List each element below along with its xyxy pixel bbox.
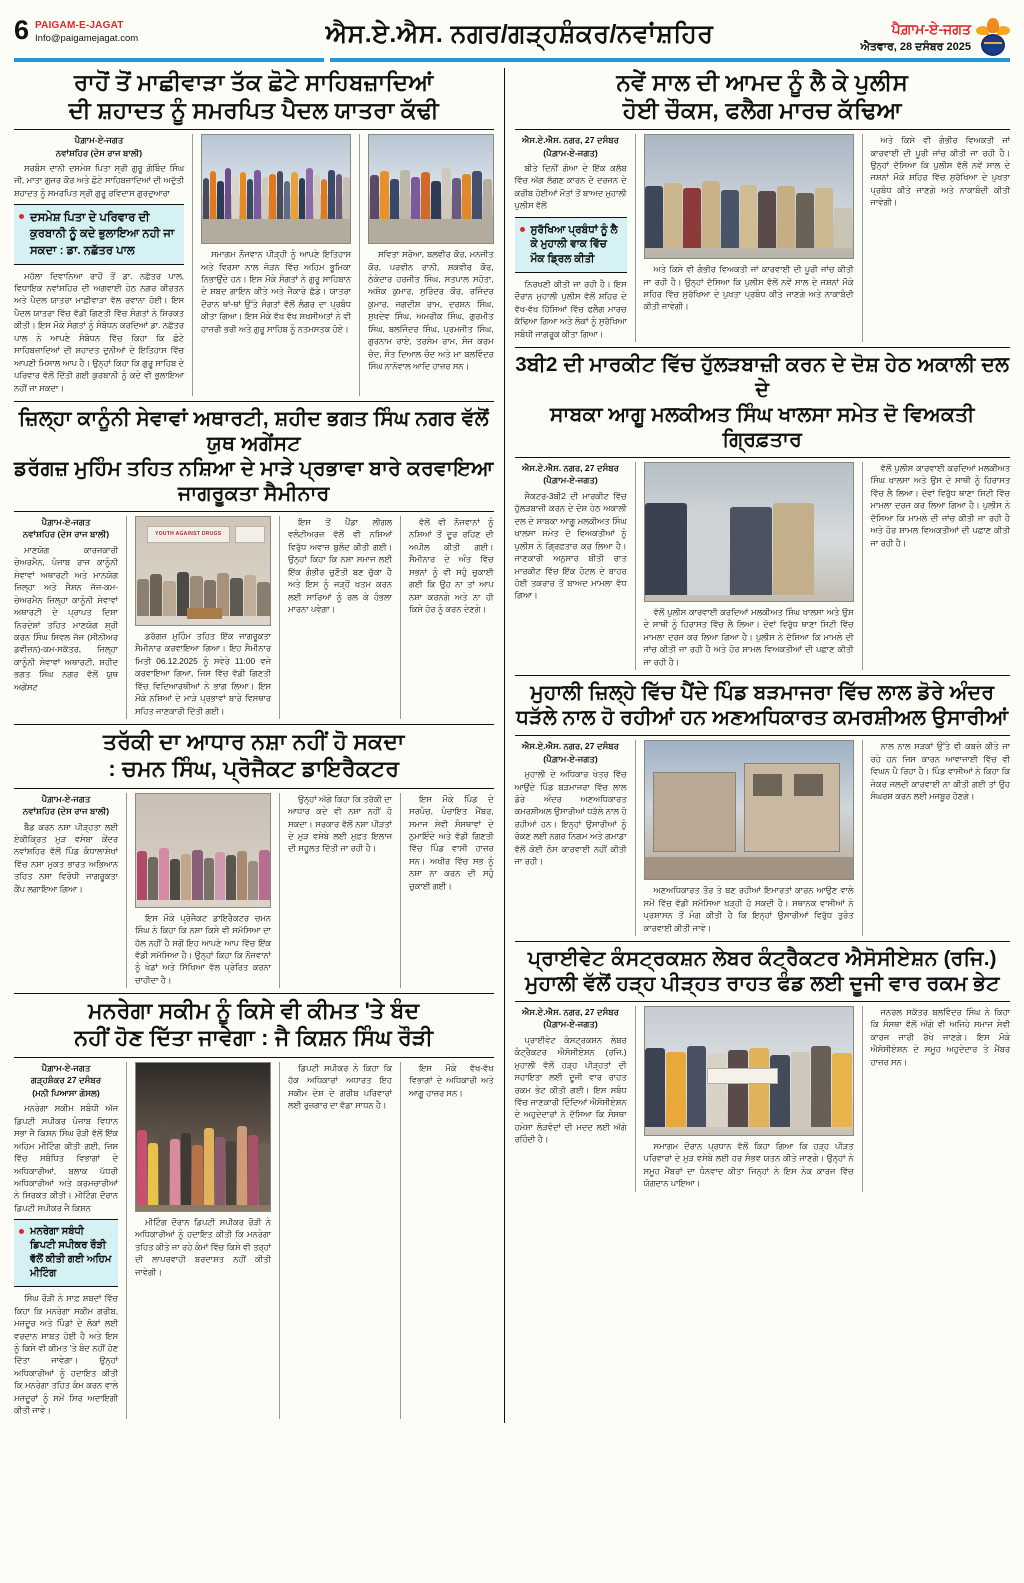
byline-line-1: ਪੈਗ਼ਾਮ-ਏ-ਜਗਤ	[41, 516, 91, 527]
byline-line-2: ਨਵਾਂਸ਼ਹਿਰ (ਦੇਸ ਰਾਜ ਬਾਲੀ)	[55, 147, 143, 158]
callout-box	[515, 217, 627, 273]
article-col-2: ਇਸ ਮੌਕੇ ਪ੍ਰੋਜੈਕਟ ਡਾਇਰੈਕਟਰ ਚਮਨ ਸਿੰਘ ਨੇ ਕਿਹਾ ਕਿ ਨਸ਼ਾ ਕਿਸੇ ਵੀ ਸਮੱਸਿਆ ਦਾ ਹੱਲ ਨਹੀਂ ਹੈ ਸਗੋਂ ਇਹ ਆਪਣੇ ਆਪ ਵਿੱਚ ਇੱਕ ਵੱਡੀ ਸਮੱਸਿਆ ਹੈ। ਉਨ੍ਹਾਂ ਕਿਹਾ ਕਿ ਨੌਜਵਾਨਾਂ ਨੂੰ ਖੇਡਾਂ ਅਤੇ ਸਿੱਖਿਆ ਵੱਲ ਪ੍ਰੇਰਿਤ ਕਰਨਾ ਚਾਹੀਦਾ ਹੈ।	[135, 912, 271, 985]
article-intro: ਸਰਬੰਸ ਦਾਨੀ ਦਸਮੇਸ਼ ਪਿਤਾ ਸ੍ਰੀ ਗੁਰੂ ਗੋਬਿੰਦ ਸਿੰਘ ਜੀ, ਮਾਤਾ ਗੁਜਰ ਕੌਰ ਅਤੇ ਛੋਟੇ ਸਾਹਿਬਜ਼ਾਦਿਆਂ ਦੀ ਅਦੁੱਤੀ ਸ਼ਹਾਦਤ ਨੂੰ ਸਮਰਪਿਤ ਸ੍ਰੀ ਗੁਰੂ ਰਵਿਦਾਸ ਗੁਰਦੁਆਰਾ	[14, 163, 184, 198]
byline-line-2: ਗੜ੍ਹਸ਼ੰਕਰ 27 ਦਸੰਬਰ	[30, 1075, 102, 1086]
page-number: 6	[14, 15, 30, 45]
masthead-right	[775, 18, 1010, 58]
callout-text: ਦਸਮੇਸ਼ ਪਿਤਾ ਦੇ ਪਰਿਵਾਰ ਦੀ ਕੁਰਬਾਨੀ ਨੂੰ ਕਦੇ ਭੁਲਾਇਆ ਨਹੀ ਜਾ ਸਕਦਾ : ਡਾ. ਨਛੱਤਰ ਪਾਲ	[30, 212, 175, 257]
headline-line-1: ਮਨਰੇਗਾ ਸਕੀਮ ਨੂੰ ਕਿਸੇ ਵੀ ਕੀਮਤ 'ਤੇ ਬੰਦ	[88, 998, 420, 1024]
dateline-line-1: ਐਸ.ਏ.ਐਸ. ਨਗਰ, 27 ਦਸੰਬਰ	[522, 1006, 619, 1017]
brand-block	[35, 18, 138, 44]
article-relief-fund	[515, 946, 1011, 1192]
callout-text: ਮਨਰੇਗਾ ਸਬੰਧੀ ਡਿਪਟੀ ਸਪੀਕਰ ਰੌੜੀ ਵੱਲੋਂ ਕੀਤੀ ਗਈ ਅਹਿਮ ਮੀਟਿੰਗ	[30, 1226, 112, 1280]
dateline-line-1: ਐਸ.ਏ.ਐਸ. ਨਗਰ, 27 ਦਸੰਬਰ	[522, 135, 619, 146]
headline-line-1: 3ਬੀ2 ਦੀ ਮਾਰਕੀਟ ਵਿੱਚ ਹੁੱਲੜਬਾਜ਼ੀ ਕਰਨ ਦੇ ਦੋਸ਼ ਹੇਠ ਅਕਾਲੀ ਦਲ ਦੇ	[515, 353, 1010, 401]
article-unauthorised-construction	[515, 680, 1011, 936]
article-col-2b: ਵੱਲੋਂ ਪੁਲੀਸ ਕਾਰਵਾਈ ਕਰਦਿਆਂ ਮਲਕੀਅਤ ਸਿੰਘ ਖਾਲਸਾ ਅਤੇ ਉਸ ਦੇ ਸਾਥੀ ਨੂੰ ਹਿਰਾਸਤ ਵਿੱਚ ਲੈ ਲਿਆ। ਦੋਵਾਂ ਵਿਰੁੱਧ ਥਾਣਾ ਸਿਟੀ ਵਿੱਚ ਮਾਮਲਾ ਦਰਜ ਕਰ ਲਿਆ ਗਿਆ ਹੈ। ਪੁਲੀਸ ਨੇ ਦੱਸਿਆ ਕਿ ਮਾਮਲੇ ਦੀ ਜਾਂਚ ਕੀਤੀ ਜਾ ਰਹੀ ਹੈ ਅਤੇ ਹੋਰ ਸ਼ਾਮਲ ਵਿਅਕਤੀਆਂ ਦੀ ਪਛਾਣ ਕੀਤੀ ਜਾ ਰਹੀ ਹੈ।	[870, 463, 1011, 548]
callout-box	[14, 1219, 118, 1287]
headline-line-2: ਡਰੱਗਜ਼ ਮੁਹਿੰਮ ਤਹਿਤ ਨਸ਼ਿਆ ਦੇ ਮਾੜੇ ਪ੍ਰਭਾਵਾ ਬਾਰੇ ਕਰਵਾਇਆ ਜਾਗਰੂਕਤਾ ਸੈਮੀਨਾਰ	[14, 456, 494, 505]
masthead	[14, 0, 1010, 56]
unauthorised-construction-photo	[644, 740, 854, 880]
article-col-2b: ਅਤੇ ਕਿਸੇ ਵੀ ਗੰਭੀਰ ਵਿਅਕਤੀ ਜਾਂ ਕਾਰਵਾਈ ਦੀ ਪੂਰੀ ਜਾਂਚ ਕੀਤੀ ਜਾ ਰਹੀ ਹੈ। ਉਨ੍ਹਾਂ ਦੱਸਿਆ ਕਿ ਪੁਲੀਸ ਵੱਲੋਂ ਨਵੇਂ ਸਾਲ ਦੇ ਜਸ਼ਨਾਂ ਮੌਕੇ ਸ਼ਹਿਰ ਵਿੱਚ ਸੁਰੱਖਿਆ ਦੇ ਪੁਖਤਾ ਪ੍ਰਬੰਧ ਕੀਤੇ ਜਾਣਗੇ ਅਤੇ ਨਾਕਾਬੰਦੀ ਕੀਤੀ ਜਾਵੇਗੀ।	[870, 135, 1011, 208]
byline-line-1: ਪੈਗ਼ਾਮ-ਏ-ਜਗਤ	[41, 793, 91, 804]
byline-line-3: (ਮਨੀ ਪਿਆਸਾ ਗੋਸਲ)	[32, 1087, 100, 1098]
callout-text: ਸੁਰੱਖਿਆ ਪ੍ਰਬੰਧਾਂ ਨੂੰ ਲੈ ਕੇ ਮੁਹਾਲੀ ਵਾਕ ਵਿੱਚ ਮੌਕ ਡ੍ਰਿਲ ਕੀਤੀ	[530, 223, 618, 266]
article-col-1: ਸਿੰਘ ਰੌੜੀ ਨੇ ਸਾਫ਼ ਸ਼ਬਦਾਂ ਵਿੱਚ ਕਿਹਾ ਕਿ ਮਨਰੇਗਾ ਸਕੀਮ ਗਰੀਬ, ਮਜ਼ਦੂਰ ਅਤੇ ਪਿੰਡਾਂ ਦੇ ਲੋਕਾਂ ਲਈ ਵਰਦਾਨ ਸਾਬਤ ਹੋਈ ਹੈ ਅਤੇ ਇਸ ਨੂੰ ਕਿਸੇ ਵੀ ਕੀਮਤ 'ਤੇ ਬੰਦ ਨਹੀਂ ਹੋਣ ਦਿੱਤਾ ਜਾਵੇਗਾ। ਉਨ੍ਹਾਂ ਅਧਿਕਾਰੀਆਂ ਨੂੰ ਹਦਾਇਤ ਕੀਤੀ ਕਿ ਮਨਰੇਗਾ ਤਹਿਤ ਕੰਮ ਕਰਨ ਵਾਲੇ ਮਜ਼ਦੂਰਾਂ ਨੂੰ ਸਮੇਂ ਸਿਰ ਅਦਾਇਗੀ ਕੀਤੀ ਜਾਵੇ।	[14, 1293, 118, 1416]
article-col-1: ਮਾਣਯੋਗ ਕਾਰਜਕਾਰੀ ਚੇਅਰਮੈਨ, ਪੰਜਾਬ ਰਾਜ ਕਾਨੂੰਨੀ ਸੇਵਾਵਾਂ ਅਥਾਰਟੀ ਅਤੇ ਮਾਨਯੋਗ ਜ਼ਿਲ੍ਹਾ ਅਤੇ ਸੈਸ਼ਨ ਜੱਜ-ਕਮ-ਚੇਅਰਮੈਨ ਜ਼ਿਲ੍ਹਾ ਕਾਨੂੰਨੀ ਸੇਵਾਵਾਂ ਅਥਾਰਟੀ ਦੇ ਪ੍ਰਾਪਤ ਦਿਸ਼ਾ ਨਿਰਦੇਸ਼ਾਂ ਤਹਿਤ ਮਾਣਯੋਗ ਸ਼੍ਰੀ ਕਰਨ ਸਿੰਘ ਸਿਵਲ ਜੱਜ (ਸੀਨੀਅਰ ਡਵੀਜ਼ਨ)-ਕਮ-ਸਕੱਤਰ, ਜ਼ਿਲ੍ਹਾ ਕਾਨੂੰਨੀ ਸੇਵਾਵਾਂ ਅਥਾਰਟੀ, ਸ਼ਹੀਦ ਭਗਤ ਸਿੰਘ ਨਗਰ ਵੱਲੋਂ ਯੁਥ ਅਗੇਂਸਟ	[14, 544, 118, 692]
article-col-3: ਉਨ੍ਹਾਂ ਅੱਗੇ ਕਿਹਾ ਕਿ ਤਰੱਕੀ ਦਾ ਆਧਾਰ ਕਦੇ ਵੀ ਨਸ਼ਾ ਨਹੀਂ ਹੋ ਸਕਦਾ। ਸਰਕਾਰ ਵੱਲੋਂ ਨਸ਼ਾ ਪੀੜਤਾਂ ਦੇ ਮੁੜ ਵਸੇਬੇ ਲਈ ਮੁਫ਼ਤ ਇਲਾਜ ਦੀ ਸਹੂਲਤ ਦਿੱਤੀ ਜਾ ਰਹੀ ਹੈ।	[288, 793, 392, 854]
dateline-line-2: (ਪੈਗ਼ਾਮ-ਏ-ਜਗਤ)	[543, 1019, 598, 1030]
article-youth-against-drugs	[14, 406, 494, 719]
edition-title: ਐਸ.ਏ.ਐਸ. ਨਗਰ/ਗੜ੍ਹਸ਼ੰਕਰ/ਨਵਾਂਸ਼ਹਿਰ	[325, 20, 714, 48]
headline-line-1: ਰਾਹੋਂ ਤੋਂ ਮਾਛੀਵਾੜਾ ਤੱਕ ਛੋਟੇ ਸਾਹਿਬਜ਼ਾਦਿਆਂ	[73, 69, 434, 95]
article-manrega	[14, 998, 494, 1418]
article-col-2: ਅਤੇ ਕਿਸੇ ਵੀ ਗੰਭੀਰ ਵਿਅਕਤੀ ਜਾਂ ਕਾਰਵਾਈ ਦੀ ਪੂਰੀ ਜਾਂਚ ਕੀਤੀ ਜਾ ਰਹੀ ਹੈ। ਉਨ੍ਹਾਂ ਦੱਸਿਆ ਕਿ ਪੁਲੀਸ ਵੱਲੋਂ ਨਵੇਂ ਸਾਲ ਦੇ ਜਸ਼ਨਾਂ ਮੌਕੇ ਸ਼ਹਿਰ ਵਿੱਚ ਸੁਰੱਖਿਆ ਦੇ ਪੁਖਤਾ ਪ੍ਰਬੰਧ ਕੀਤੇ ਜਾਣਗੇ ਅਤੇ ਨਾਕਾਬੰਦੀ ਕੀਤੀ ਜਾਵੇਗੀ।	[643, 264, 854, 312]
article-col-2: ਮੀਟਿੰਗ ਦੌਰਾਨ ਡਿਪਟੀ ਸਪੀਕਰ ਰੌੜੀ ਨੇ ਅਧਿਕਾਰੀਆਂ ਨੂੰ ਹਦਾਇਤ ਕੀਤੀ ਕਿ ਮਨਰੇਗਾ ਤਹਿਤ ਕੀਤੇ ਜਾ ਰਹੇ ਕੰਮਾਂ ਵਿੱਚ ਕਿਸੇ ਵੀ ਤਰ੍ਹਾਂ ਦੀ ਲਾਪਰਵਾਹੀ ਬਰਦਾਸ਼ਤ ਨਹੀਂ ਕੀਤੀ ਜਾਵੇਗੀ।	[135, 1216, 271, 1277]
headline-line-2: ਧੜੱਲੇ ਨਾਲ ਹੋ ਰਹੀਆਂ ਹਨ ਅਣਅਧਿਕਾਰਤ ਕਮਰਸ਼ੀਅਲ ਉਸਾਰੀਆਂ	[516, 706, 1009, 730]
anti-drug-awareness-camp-photo	[135, 793, 271, 908]
headline-line-2: ਮੁਹਾਲੀ ਵੱਲੋਂ ਹੜ੍ਹ ਪੀੜ੍ਹਤ ਰਾਹਤ ਫੰਡ ਲਈ ਦੂਜੀ ਵਾਰ ਰਕਮ ਭੇਟ	[524, 971, 1000, 995]
dateline-line-2: (ਪੈਗ਼ਾਮ-ਏ-ਜਗਤ)	[543, 147, 598, 158]
article-col-4: ਇਸ ਮੌਕੇ ਪਿੰਡ ਦੇ ਸਰਪੰਚ, ਪੰਚਾਇਤ ਮੈਂਬਰ, ਸਮਾਜ ਸੇਵੀ ਸੰਸਥਾਵਾਂ ਦੇ ਨੁਮਾਇੰਦੇ ਅਤੇ ਵੱਡੀ ਗਿਣਤੀ ਵਿੱਚ ਪਿੰਡ ਵਾਸੀ ਹਾਜ਼ਰ ਸਨ। ਅਖੀਰ ਵਿੱਚ ਸਭ ਨੂੰ ਨਸ਼ਾ ਨਾ ਕਰਨ ਦੀ ਸਹੁੰ ਚੁਕਾਈ ਗਈ।	[409, 793, 494, 891]
relief-fund-cheque-presentation-photo	[644, 1006, 854, 1136]
headline-line-2: ਦੀ ਸ਼ਹਾਦਤ ਨੂੰ ਸਮਰਪਿਤ ਪੈਦਲ ਯਾਤਰਾ ਕੱਢੀ	[68, 97, 439, 124]
pedal-yatra-procession-photo	[201, 134, 351, 244]
article-col-3: ਸਵਿਤਾ ਸਰੋਆ, ਬਲਵੀਰ ਕੌਰ, ਮਨਜੀਤ ਕੌਰ, ਪਰਵੀਨ ਰਾਨੀ, ਸ਼ਕਵੀਰ ਕੌਰ, ਠੇਕੇਦਾਰ ਹਰਜੀਤ ਸਿੰਘ, ਸਤਪਾਲ ਸਹੋਤਾ, ਅਸ਼ੋਕ ਕੁਮਾਰ, ਸੁਰਿੰਦਰ ਕੌਰ, ਰਜਿੰਦਰ ਕੁਮਾਰ, ਜਗਦੀਸ਼ ਰਾਮ, ਦਰਸ਼ਨ ਸਿੰਘ, ਸੁਖਦੇਵ ਸਿੰਘ, ਅਮਰੀਕ ਸਿੰਘ, ਗੁਰਮੀਤ ਸਿੰਘ, ਬਲਜਿੰਦਰ ਸਿੰਘ, ਪ੍ਰਮਜੀਤ ਸਿੰਘ, ਗੁਰਨਾਮ ਰਾਏ, ਤਰਸੇਮ ਰਾਮ, ਸੰਜ ਕਰਮ ਚੰਦ, ਸੰਤ ਦਿਆਲ ਚੰਦ ਅਤੇ ਮਾ ਬਲਵਿੰਦਰ ਸਿੰਘ ਨਾਨੋਵਾਲ ਆਦਿ ਹਾਜ਼ਰ ਸਨ।	[368, 249, 494, 372]
article-anti-drug-camp	[14, 729, 494, 988]
headline-line-1: ਜ਼ਿਲ੍ਹਾ ਕਾਨੂੰਨੀ ਸੇਵਾਵਾਂ ਅਥਾਰਟੀ, ਸ਼ਹੀਦ ਭਗਤ ਸਿੰਘ ਨਗਰ ਵੱਲੋਂ ਯੁਥ ਅਗੇਂਸਟ	[18, 406, 489, 455]
headline-line-2: ਨਹੀਂ ਹੋਣ ਦਿੱਤਾ ਜਾਵੇਗਾ : ਜੈ ਕਿਸ਼ਨ ਸਿੰਘ ਰੌੜੀ	[74, 1025, 434, 1051]
article-col-4: ਵੱਲੋਂ ਵੀ ਨੌਜਵਾਨਾਂ ਨੂੰ ਨਸ਼ਿਆਂ ਤੋਂ ਦੂਰ ਰਹਿਣ ਦੀ ਅਪੀਲ ਕੀਤੀ ਗਈ। ਸੈਮੀਨਾਰ ਦੇ ਅੰਤ ਵਿੱਚ ਸਭਨਾਂ ਨੂੰ ਵੀ ਸਹੁੰ ਚੁਕਾਈ ਗਈ ਕਿ ਉਹ ਨਾ ਤਾਂ ਆਪ ਨਸ਼ਾ ਕਰਨਗੇ ਅਤੇ ਨਾ ਹੀ ਕਿਸੇ ਹੋਰ ਨੂੰ ਕਰਨ ਦੇਣਗੇ।	[409, 516, 494, 615]
youth-against-drugs-seminar-photo	[135, 516, 271, 626]
headline-line-2: ਹੋਈ ਚੌਕਸ, ਫਲੈਗ ਮਾਰਚ ਕੱਢਿਆ	[622, 97, 902, 124]
police-flag-march-photo	[644, 134, 854, 259]
article-col-1: ਸੈਕਟਰ-3ਬੀ2 ਦੀ ਮਾਰਕੀਟ ਵਿੱਚ ਹੁੱਲੜਬਾਜ਼ੀ ਕਰਨ ਦੇ ਦੋਸ਼ ਹੇਠ ਅਕਾਲੀ ਦਲ ਦੇ ਸਾਬਕਾ ਆਗੂ ਮਲਕੀਅਤ ਸਿੰਘ ਖਾਲਸਾ ਸਮੇਤ ਦੋ ਵਿਅਕਤੀਆਂ ਨੂੰ ਪੁਲੀਸ ਨੇ ਗ੍ਰਿਫ਼ਤਾਰ ਕਰ ਲਿਆ ਹੈ। ਜਾਣਕਾਰੀ ਅਨੁਸਾਰ ਬੀਤੀ ਰਾਤ ਮਾਰਕੀਟ ਵਿੱਚ ਇੱਕ ਹੋਟਲ ਦੇ ਬਾਹਰ ਹੋਈ ਤਕਰਾਰ ਤੋਂ ਬਾਅਦ ਮਾਮਲਾ ਵੱਧ ਗਿਆ।	[514, 490, 627, 601]
police-arrest-escort-photo	[644, 462, 854, 602]
pedal-yatra-photo-right	[368, 134, 494, 244]
article-col-2: ਸਮਾਗਮ ਨੌਜਵਾਨ ਪੀੜ੍ਹੀ ਨੂੰ ਆਪਣੇ ਇਤਿਹਾਸ ਅਤੇ ਵਿਰਸਾ ਨਾਲ ਜੋੜਨ ਵਿੱਚ ਅਹਿਮ ਭੂਮਿਕਾ ਨਿਭਾਉਂਦੇ ਹਨ। ਇਸ ਮੌਕੇ ਸੰਗਤਾਂ ਨੇ ਗੁਰੂ ਸਾਹਿਬਾਨ ਦੇ ਸ਼ਬਦ ਗਾਇਨ ਕੀਤੇ ਅਤੇ ਜੈਕਾਰੇ ਛੱਡੇ। ਯਾਤਰਾ ਦੌਰਾਨ ਥਾਂ-ਥਾਂ ਉੱਤੇ ਸੰਗਤਾਂ ਵੱਲੋਂ ਲੰਗਰ ਦਾ ਪ੍ਰਬੰਧ ਕੀਤਾ ਗਿਆ। ਇਸ ਮੌਕੇ ਵੱਖ ਵੱਖ ਸ਼ਖਸੀਅਤਾਂ ਨੇ ਵੀ ਹਾਜ਼ਰੀ ਭਰੀ ਅਤੇ ਗੁਰੂ ਸਾਹਿਬ ਨੂੰ ਨਤਮਸਤਕ ਹੋਏ।	[201, 249, 351, 334]
byline-line-2: ਨਵਾਂਸ਼ਹਿਰ (ਦੇਸ ਰਾਜ ਬਾਲੀ)	[22, 529, 110, 540]
article-col-4: ਇਸ ਮੌਕੇ ਵੱਖ-ਵੱਖ ਵਿਭਾਗਾਂ ਦੇ ਅਧਿਕਾਰੀ ਅਤੇ ਆਗੂ ਹਾਜ਼ਰ ਸਨ।	[409, 1062, 494, 1098]
byline-line-1: ਪੈਗ਼ਾਮ-ਏ-ਜਗਤ	[74, 135, 124, 146]
callout-box	[14, 204, 184, 264]
article-col-1: ਪ੍ਰਾਈਵੇਟ ਕੰਸਟ੍ਰਕਸ਼ਨ ਲੇਬਰ ਕੰਟ੍ਰੈਕਟਰ ਐਸੋਸੀਏਸ਼ਨ (ਰਜਿ.) ਮੁਹਾਲੀ ਵੱਲੋਂ ਹੜ੍ਹ ਪੀੜ੍ਹਤਾਂ ਦੀ ਸਹਾਇਤਾ ਲਈ ਦੂਜੀ ਵਾਰ ਰਾਹਤ ਰਕਮ ਭੇਟ ਕੀਤੀ ਗਈ। ਇਸ ਸਬੰਧ ਵਿੱਚ ਜਾਣਕਾਰੀ ਦਿੰਦਿਆਂ ਐਸੋਸੀਏਸ਼ਨ ਦੇ ਅਹੁਦੇਦਾਰਾਂ ਨੇ ਦੱਸਿਆ ਕਿ ਸੰਸਥਾ ਹਮੇਸ਼ਾ ਲੋੜਵੰਦਾਂ ਦੀ ਮਦਦ ਲਈ ਅੱਗੇ ਰਹਿੰਦੀ ਹੈ।	[514, 1034, 627, 1145]
brand-email: Info@paigamejagat.com	[35, 32, 139, 44]
article-intro: ਮਨਰੇਗਾ ਸਕੀਮ ਸਬੰਧੀ ਅੱਜ ਡਿਪਟੀ ਸਪੀਕਰ ਪੰਜਾਬ ਵਿਧਾਨ ਸਭਾ ਜੈ ਕਿਸ਼ਨ ਸਿੰਘ ਰੌੜੀ ਵੱਲੋਂ ਇੱਕ ਅਹਿਮ ਮੀਟਿੰਗ ਕੀਤੀ ਗਈ, ਜਿਸ ਵਿੱਚ ਸਬੰਧਿਤ ਵਿਭਾਗਾਂ ਦੇ ਅਧਿਕਾਰੀਆਂ, ਬਲਾਕ ਪੱਧਰੀ ਅਧਿਕਾਰੀਆਂ ਅਤੇ ਕਰਮਚਾਰੀਆਂ ਨੇ ਸ਼ਿਰਕਤ ਕੀਤੀ। ਮੀਟਿੰਗ ਦੌਰਾਨ ਡਿਪਟੀ ਸਪੀਕਰ ਜੈ ਕਿਸ਼ਨ	[14, 1103, 118, 1213]
article-police-flag-march	[515, 68, 1011, 342]
article-col-1: ਮਹੱਲਾ ਦਿਵਾਨਿਆ ਰਾਹੋਂ ਤੋਂ ਡਾ. ਨਛੱਤਰ ਪਾਲ, ਵਿਧਾਇਕ ਨਵਾਂਸ਼ਹਿਰ ਦੀ ਅਗਵਾਈ ਹੇਠ ਨਗਰ ਕੀਰਤਨ ਅਤੇ ਪੈਦਲ ਯਾਤਰਾ ਮਾਛੀਵਾੜਾ ਵੱਲ ਰਵਾਨਾ ਹੋਈ। ਇਸ ਪੈਦਲ ਯਾਤਰਾ ਵਿੱਚ ਵੱਡੀ ਗਿਣਤੀ ਵਿੱਚ ਸੰਗਤਾਂ ਨੇ ਸ਼ਿਰਕਤ ਕੀਤੀ। ਇਸ ਮੌਕੇ ਸੰਗਤਾਂ ਨੂੰ ਸੰਬੋਧਨ ਕਰਦਿਆਂ ਡਾ. ਨਛੱਤਰ ਪਾਲ ਨੇ ਆਪਣੇ ਸੰਬੋਧਨ ਵਿੱਚ ਕਿਹਾ ਕਿ ਛੋਟੇ ਸਾਹਿਬਜ਼ਾਦਿਆਂ ਦੀ ਸ਼ਹਾਦਤ ਦੁਨੀਆਂ ਦੇ ਇਤਿਹਾਸ ਵਿੱਚ ਆਪਣੀ ਮਿਸਾਲ ਆਪ ਹੈ। ਉਨ੍ਹਾਂ ਕਿਹਾ ਕਿ ਗੁਰੂ ਸਾਹਿਬ ਦੇ ਪਰਿਵਾਰ ਵੱਲੋਂ ਦਿੱਤੀ ਗਈ ਕੁਰਬਾਨੀ ਨੂੰ ਕਦੇ ਵੀ ਭੁਲਾਇਆ ਨਹੀਂ ਜਾ ਸਕਦਾ।	[14, 270, 184, 393]
article-3b2-market-arrest	[515, 352, 1011, 670]
article-intro: ਬੀਤੇ ਦਿਨੀਂ ਗੋਆ ਦੇ ਇੱਕ ਕਲੱਬ ਵਿੱਚ ਅੱਗ ਲੱਗਣ ਕਾਰਨ ਦੋ ਦਰਜਨ ਦੇ ਕਰੀਬ ਹੋਈਆਂ ਮੌਤਾਂ ਤੋਂ ਬਾਅਦ ਮੁਹਾਲੀ ਪੁਲੀਸ ਵੱਲੋਂ	[514, 163, 627, 211]
headline-line-2: ਸਾਬਕਾ ਆਗੂ ਮਲਕੀਅਤ ਸਿੰਘ ਖਾਲਸਾ ਸਮੇਤ ਦੋ ਵਿਅਕਤੀ ਗ੍ਰਿਫ਼ਤਾਰ	[549, 403, 975, 451]
headline-line-1: ਪ੍ਰਾਈਵੇਟ ਕੰਸਟ੍ਰਕਸ਼ਨ ਲੇਬਰ ਕੰਟ੍ਰੈਕਟਰ ਐਸੋਸੀਏਸ਼ਨ (ਰਜਿ.)	[527, 946, 997, 970]
headline-line-1: ਮੁਹਾਲੀ ਜ਼ਿਲ੍ਹੇ ਵਿੱਚ ਪੈਂਦੇ ਪਿੰਡ ਬੜਮਾਜਰਾ ਵਿੱਚ ਲਾਲ ਡੋਰੇ ਅੰਦਰ	[530, 681, 995, 705]
dateline-line-1: ਐਸ.ਏ.ਐਸ. ਨਗਰ, 27 ਦਸੰਬਰ	[522, 741, 619, 752]
headline-line-2: : ਚਮਨ ਸਿੰਘ, ਪ੍ਰੋਜੈਕਟ ਡਾਇਰੈਕਟਰ	[108, 755, 400, 781]
byline-line-2: ਨਵਾਂਸ਼ਹਿਰ (ਦੇਸ ਰਾਜ ਬਾਲੀ)	[22, 806, 110, 817]
headline-line-1: ਨਵੇਂ ਸਾਲ ਦੀ ਆਮਦ ਨੂੰ ਲੈ ਕੇ ਪੁਲੀਸ	[616, 69, 909, 95]
article-col-3: ਨਾਲ ਨਾਲ ਸੜਕਾਂ ਉੱਤੇ ਵੀ ਕਬਜ਼ੇ ਕੀਤੇ ਜਾ ਰਹੇ ਹਨ ਜਿਸ ਕਾਰਨ ਆਵਾਜਾਈ ਵਿੱਚ ਵੀ ਵਿਘਨ ਪੈ ਰਿਹਾ ਹੈ। ਪਿੰਡ ਵਾਸੀਆਂ ਨੇ ਕਿਹਾ ਕਿ ਜੇਕਰ ਜਲਦੀ ਕਾਰਵਾਈ ਨਾ ਕੀਤੀ ਗਈ ਤਾਂ ਉਹ ਸੰਘਰਸ਼ ਕਰਨ ਲਈ ਮਜਬੂਰ ਹੋਣਗੇ।	[870, 741, 1011, 801]
manrega-meeting-photo	[135, 1062, 271, 1212]
seminar-banner-text: YOUTH AGAINST DRUGS	[147, 526, 230, 543]
article-col-1: ਬੈੱਡ ਕਰਨ ਨਸ਼ਾ ਪੀੜ੍ਹਤਾ ਲਈ ਏਕੀਕ੍ਰਿਤ ਮੁੜ ਵਸੇਬਾ ਕੇਂਦਰ ਨਵਾਂਸ਼ਹਿਰ ਵੱਲੋਂ ਪਿੰਡ ਕੰਧਾਲਾਸ਼ੇਖਾਂ ਵਿੱਚ ਨਸ਼ਾ ਮੁਕਤ ਭਾਰਤ ਅਭਿਆਨ ਤਹਿਤ ਨਸ਼ਾ ਵਿਰੋਧੀ ਜਾਗਰੂਕਤਾ ਕੈਂਪ ਲਗਾਇਆ ਗਿਆ।	[14, 821, 118, 894]
article-col-2: ਵੱਲੋਂ ਪੁਲੀਸ ਕਾਰਵਾਈ ਕਰਦਿਆਂ ਮਲਕੀਅਤ ਸਿੰਘ ਖਾਲਸਾ ਅਤੇ ਉਸ ਦੇ ਸਾਥੀ ਨੂੰ ਹਿਰਾਸਤ ਵਿੱਚ ਲੈ ਲਿਆ। ਦੋਵਾਂ ਵਿਰੁੱਧ ਥਾਣਾ ਸਿਟੀ ਵਿੱਚ ਮਾਮਲਾ ਦਰਜ ਕਰ ਲਿਆ ਗਿਆ ਹੈ। ਪੁਲੀਸ ਨੇ ਦੱਸਿਆ ਕਿ ਮਾਮਲੇ ਦੀ ਜਾਂਚ ਕੀਤੀ ਜਾ ਰਹੀ ਹੈ ਅਤੇ ਹੋਰ ਸ਼ਾਮਲ ਵਿਅਕਤੀਆਂ ਦੀ ਪਛਾਣ ਕੀਤੀ ਜਾ ਰਹੀ ਹੈ।	[643, 607, 854, 667]
dateline-line-2: (ਪੈਗ਼ਾਮ-ਏ-ਜਗਤ)	[543, 753, 598, 764]
article-col-2: ਅਣਅਧਿਕਾਰਤ ਤੌਰ ਤੇ ਬਣ ਰਹੀਆਂ ਇਮਾਰਤਾਂ ਕਾਰਨ ਆਉਣ ਵਾਲੇ ਸਮੇਂ ਵਿੱਚ ਵੱਡੀ ਸਮੱਸਿਆ ਖੜ੍ਹੀ ਹੋ ਸਕਦੀ ਹੈ। ਸਥਾਨਕ ਵਾਸੀਆਂ ਨੇ ਪ੍ਰਸ਼ਾਸਨ ਤੋਂ ਮੰਗ ਕੀਤੀ ਹੈ ਕਿ ਇਨ੍ਹਾਂ ਉਸਾਰੀਆਂ ਵਿਰੁੱਧ ਤੁਰੰਤ ਕਾਰਵਾਈ ਕੀਤੀ ਜਾਵੇ।	[643, 885, 854, 933]
article-col-2: ਸਮਾਗਮ ਦੌਰਾਨ ਪ੍ਰਧਾਨ ਵੱਲੋਂ ਕਿਹਾ ਗਿਆ ਕਿ ਹੜ੍ਹ ਪੀੜਤ ਪਰਿਵਾਰਾਂ ਦੇ ਮੁੜ ਵਸੇਬੇ ਲਈ ਹਰ ਸੰਭਵ ਯਤਨ ਕੀਤੇ ਜਾਣਗੇ। ਉਨ੍ਹਾਂ ਨੇ ਸਮੂਹ ਮੈਂਬਰਾਂ ਦਾ ਧੰਨਵਾਦ ਕੀਤਾ ਜਿਨ੍ਹਾਂ ਨੇ ਇਸ ਨੇਕ ਕਾਰਜ ਵਿੱਚ ਯੋਗਦਾਨ ਪਾਇਆ।	[643, 1140, 854, 1189]
article-col-3: ਇਸ ਤੋਂ ਪੈਂਡਾ ਲੀਗਲ ਵਲੰਟੀਅਰਜ਼ ਵੱਲੋਂ ਵੀ ਨਸ਼ਿਆਂ ਵਿਰੁੱਧ ਅਵਾਜ਼ ਬੁਲੰਦ ਕੀਤੀ ਗਈ। ਉਨ੍ਹਾਂ ਕਿਹਾ ਕਿ ਨਸ਼ਾ ਸਮਾਜ ਲਈ ਇੱਕ ਗੰਭੀਰ ਚੁਣੌਤੀ ਬਣ ਚੁੱਕਾ ਹੈ ਅਤੇ ਇਸ ਨੂੰ ਜੜ੍ਹੋਂ ਖਤਮ ਕਰਨ ਲਈ ਸਾਰਿਆਂ ਨੂੰ ਰਲ ਕੇ ਹੰਭਲਾ ਮਾਰਨਾ ਪਵੇਗਾ।	[288, 516, 392, 615]
headline-line-1: ਤਰੱਕੀ ਦਾ ਆਧਾਰ ਨਸ਼ਾ ਨਹੀਂ ਹੋ ਸਕਦਾ	[103, 729, 405, 755]
article-col-1: ਮੁਹਾਲੀ ਦੇ ਅਧਿਕਾਰ ਖੇਤਰ ਵਿੱਚ ਆਉਂਦੇ ਪਿੰਡ ਬੜਮਾਜਰਾ ਵਿੱਚ ਲਾਲ ਡੋਰੇ ਅੰਦਰ ਅਣਅਧਿਕਾਰਤ ਕਮਰਸ਼ੀਅਲ ਉਸਾਰੀਆਂ ਧੜੱਲੇ ਨਾਲ ਹੋ ਰਹੀਆਂ ਹਨ। ਇਨ੍ਹਾਂ ਉਸਾਰੀਆਂ ਨੂੰ ਰੋਕਣ ਲਈ ਨਗਰ ਨਿਗਮ ਅਤੇ ਗਮਾਡਾ ਵੱਲੋਂ ਕੋਈ ਠੋਸ ਕਾਰਵਾਈ ਨਹੀਂ ਕੀਤੀ ਜਾ ਰਹੀ।	[514, 769, 627, 867]
article-col-1: ਨਿਰਖਣੀ ਕੀਤੀ ਜਾ ਰਹੀ ਹੈ। ਇਸ ਦੌਰਾਨ ਮੁਹਾਲੀ ਪੁਲੀਸ ਵੱਲੋਂ ਸ਼ਹਿਰ ਦੇ ਵੱਖ-ਵੱਖ ਹਿੱਸਿਆਂ ਵਿੱਚ ਫਲੈਗ ਮਾਰਚ ਕੱਢਿਆ ਗਿਆ ਅਤੇ ਲੋਕਾਂ ਨੂੰ ਸੁਰੱਖਿਆ ਸਬੰਧੀ ਜਾਗਰੂਕ ਕੀਤਾ ਗਿਆ।	[514, 278, 627, 339]
dateline-line-1: ਐਸ.ਏ.ਐਸ. ਨਗਰ, 27 ਦਸੰਬਰ	[522, 463, 619, 473]
article-col-2: ਡਰੱਗਜ਼ ਮੁਹਿੰਮ ਤਹਿਤ ਇੱਕ ਜਾਗਰੂਕਤਾ ਸੈਮੀਨਾਰ ਕਰਵਾਇਆ ਗਿਆ। ਇਹ ਸੈਮੀਨਾਰ ਮਿਤੀ 06.12.2025 ਨੂੰ ਸਵੇਰੇ 11:00 ਵਜੇ ਕਰਵਾਇਆ ਗਿਆ, ਜਿਸ ਵਿੱਚ ਵੱਡੀ ਗਿਣਤੀ ਵਿੱਚ ਵਿਦਿਆਰਥੀਆਂ ਨੇ ਭਾਗ ਲਿਆ। ਇਸ ਮੌਕੇ ਨਸ਼ਿਆਂ ਦੇ ਮਾੜੇ ਪ੍ਰਭਾਵਾਂ ਬਾਰੇ ਵਿਸਥਾਰ ਸਹਿਤ ਜਾਣਕਾਰੀ ਦਿੱਤੀ ਗਈ।	[135, 630, 271, 716]
left-column-group	[14, 68, 494, 1423]
torch-logo-icon	[976, 18, 1010, 58]
right-column-group	[515, 68, 1011, 1423]
masthead-rule	[14, 58, 1010, 62]
byline-line-1: ਪੈਗ਼ਾਮ-ਏ-ਜਗਤ	[41, 1062, 91, 1073]
dateline-line-2: (ਪੈਗ਼ਾਮ-ਏ-ਜਗਤ)	[543, 475, 598, 486]
article-pedal-yatra	[14, 68, 494, 396]
masthead-left	[14, 15, 264, 45]
brand-name: PAIGAM-E-JAGAT	[35, 20, 124, 31]
page-center-divider	[504, 68, 505, 1423]
issue-date: ਐਤਵਾਰ, 28 ਦਸੰਬਰ 2025	[860, 40, 971, 53]
article-col-3: ਜਨਰਲ ਸਕੱਤਰ ਬਲਵਿੰਦਰ ਸਿੰਘ ਨੇ ਕਿਹਾ ਕਿ ਸੰਸਥਾ ਵੱਲੋਂ ਅੱਗੇ ਵੀ ਅਜਿਹੇ ਸਮਾਜ ਸੇਵੀ ਕਾਰਜ ਜਾਰੀ ਰੱਖੇ ਜਾਣਗੇ। ਇਸ ਮੌਕੇ ਐਸੋਸੀਏਸ਼ਨ ਦੇ ਸਮੂਹ ਅਹੁਦੇਦਾਰ ਤੇ ਮੈਂਬਰ ਹਾਜ਼ਰ ਸਨ।	[870, 1006, 1011, 1067]
article-col-3: ਡਿਪਟੀ ਸਪੀਕਰ ਨੇ ਕਿਹਾ ਕਿ ਹੱਕ ਅਧਿਕਾਰਾਂ ਅਧਾਰਤ ਇਹ ਸਕੀਮ ਦੇਸ਼ ਦੇ ਗਰੀਬ ਪਰਿਵਾਰਾਂ ਲਈ ਰੁਜ਼ਗਾਰ ਦਾ ਵੱਡਾ ਸਾਧਨ ਹੈ।	[288, 1062, 392, 1111]
logo-wordmark: ਪੈਗ਼ਾਮ-ਏ-ਜਗਤ	[891, 21, 971, 37]
